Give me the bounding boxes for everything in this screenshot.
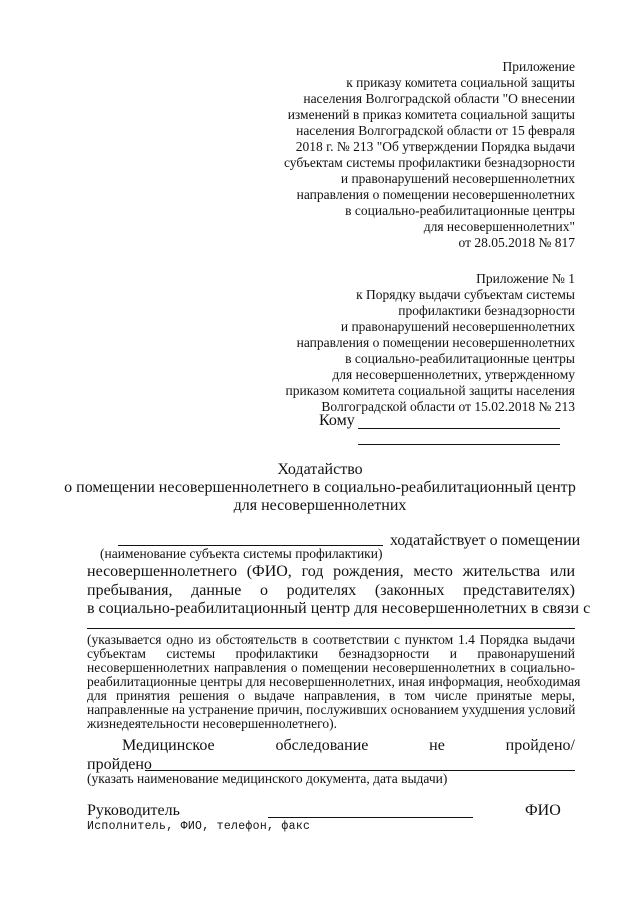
document-subtitle-2: для несовершеннолетних — [233, 497, 407, 514]
reason-field[interactable] — [87, 628, 575, 629]
annex-header-line: и правонарушений несовершеннолетних — [340, 171, 575, 186]
petition-text: ходатайствует о помещении — [390, 532, 581, 549]
note-line: (указывается одно из обстоятельств в соответствии с пунктом 1.4 Порядка выдачи — [87, 632, 575, 647]
annex-header-line: от 28.05.2018 № 817 — [458, 235, 575, 250]
paragraph-line: пребывания, данные о родителях (законных представителях) — [87, 582, 575, 599]
annex-header-line: населения Волгоградской области от 15 февраля — [296, 123, 575, 138]
annex-header-line: Приложение — [502, 59, 575, 74]
annex-1-line: к Порядку выдачи субъектам системы — [356, 287, 575, 302]
paragraph-line: в социально-реабилитационный центр для несовершеннолетних в связи с — [87, 600, 591, 617]
document-subtitle-1: о помещении несовершеннолетнего в социально-реабилитационный центр — [64, 479, 576, 496]
annex-1-line: направления о помещении несовершеннолетних — [296, 335, 575, 350]
annex-header-line: населения Волгоградской области "О внесении — [303, 91, 575, 106]
annex-1-line: профилактики безнадзорности — [398, 303, 575, 318]
note-line: для принятия решения о выдаче направления, в том числе принятые меры, — [87, 688, 575, 703]
annex-1-line: и правонарушений несовершеннолетних — [340, 319, 575, 334]
annex-header-line: для несовершеннолетних" — [423, 219, 575, 234]
signature-field[interactable] — [268, 817, 473, 818]
annex-header-line: субъектам системы профилактики безнадзорности — [283, 155, 575, 170]
annex-1-line: для несовершеннолетних, утвержденному — [332, 367, 575, 382]
annex-1-line: в социально-реабилитационные центры — [345, 351, 575, 366]
note-line: несовершеннолетних направления о помещении несовершеннолетних в социально- — [87, 660, 575, 675]
medical-line-1: Медицинское обследование не пройдено/ — [122, 737, 575, 754]
note-line: реабилитационные центры для несовершеннолетних, иная информация, необходимая — [87, 674, 581, 689]
note-line: субъектам системы профилактики безнадзорности и правонарушений — [87, 646, 575, 661]
annex-1-line: приказом комитета социальной защиты населения — [285, 383, 575, 398]
annex-header-line: изменений в приказ комитета социальной защиты — [287, 107, 575, 122]
annex-header-line: 2018 г. № 213 "Об утверждении Порядка выдачи — [295, 139, 575, 154]
annex-1-line: Приложение № 1 — [476, 271, 575, 286]
annex-1-line: Волгоградской области от 15.02.2018 № 213 — [321, 399, 575, 414]
note-line: направленные на устранение причин, послуживших основанием ухудшения условий — [87, 702, 576, 717]
addressee-line-2[interactable] — [358, 444, 560, 445]
medical-caption: (указать наименование медицинского документа, дата выдачи) — [87, 771, 448, 786]
annex-header-line: в социально-реабилитационные центры — [345, 203, 575, 218]
medical-line-2: пройдено — [87, 756, 152, 773]
executor-info: Исполнитель, ФИО, телефон, факс — [87, 820, 311, 833]
subject-caption: (наименование субъекта системы профилактики) — [100, 546, 383, 561]
addressee-line-1[interactable] — [358, 428, 560, 429]
head-label: Руководитель — [87, 802, 180, 819]
paragraph-line: несовершеннолетнего (ФИО, год рождения, место жительства или — [87, 563, 575, 580]
document-title: Ходатайство — [277, 461, 363, 478]
annex-header-line: к приказу комитета социальной защиты — [346, 75, 575, 90]
annex-header-line: направления о помещении несовершеннолетних — [296, 187, 575, 202]
addressee-label: Кому — [319, 412, 355, 429]
fio-label: ФИО — [525, 802, 561, 819]
note-line: жизнедеятельности несовершеннолетнего). — [87, 716, 337, 731]
